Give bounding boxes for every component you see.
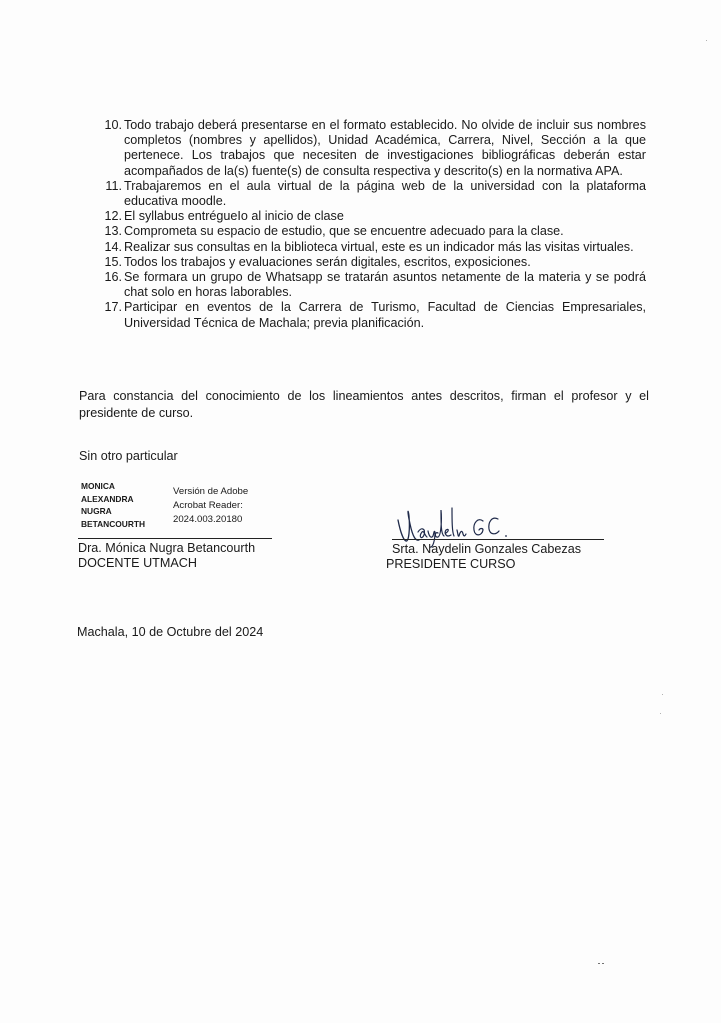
place-date: Machala, 10 de Octubre del 2024 [77, 625, 264, 639]
list-item [96, 255, 646, 270]
list-item [96, 224, 646, 239]
list-item-text: Realizar sus consultas en la biblioteca virtual, este es un indicador más las visitas virtuales. [124, 239, 634, 254]
list-item-text: Participar en eventos de la Carrera de Turismo, Facultad de Ciencias Empresariales, Universidad Técnica de Machala; previa planificación. [124, 300, 646, 330]
list-item-number: 15. [104, 254, 122, 269]
list-item [96, 209, 646, 224]
scan-speck [706, 40, 707, 41]
digital-signature-name: MONICA ALEXANDRA NUGRA BETANCOURTH [81, 481, 146, 529]
list-item [96, 300, 646, 330]
scan-speck [602, 963, 604, 964]
list-item-number: 12. [104, 209, 122, 224]
list-item-number: 17. [104, 300, 122, 315]
list-item-text: Todos los trabajos y evaluaciones serán digitales, escritos, exposiciones. [124, 254, 531, 269]
scan-speck [598, 963, 600, 964]
list-item [96, 270, 646, 300]
list-item-number: 13. [104, 224, 122, 239]
president-role: PRESIDENTE CURSO [386, 557, 516, 571]
teacher-signature-line [78, 538, 272, 539]
list-item-text: El syllabus entrégueIo al inicio de clase [124, 209, 344, 224]
list-item [96, 118, 646, 179]
scan-speck [660, 713, 661, 714]
list-item [96, 179, 646, 209]
teacher-role: DOCENTE UTMACH [78, 556, 197, 570]
list-item-text: Trabajaremos en el aula virtual de la página web de la universidad con la plataforma educativa moodle. [124, 178, 646, 209]
list-item-number: 16. [104, 270, 122, 285]
list-item-number: 14. [104, 239, 122, 254]
rules-list [96, 118, 646, 331]
constancia-paragraph: Para constancia del conocimiento de los lineamientos antes descritos, firman el profesor y el presidente de curso. [79, 389, 649, 420]
list-item-number: 10. [104, 118, 122, 132]
digital-signature-stamp [81, 480, 281, 536]
list-item [96, 240, 646, 255]
list-item-text: Comprometa su espacio de estudio, que se encuentre adecuado para la clase. [124, 224, 564, 239]
list-item-number: 11. [105, 178, 122, 193]
list-item-text: Se formara un grupo de Whatsapp se tratarán asuntos netamente de la materia y se podrá chat solo en horas laborables. [124, 270, 646, 300]
president-name: Srta. Naydelin Gonzales Cabezas [392, 542, 582, 556]
teacher-name: Dra. Mónica Nugra Betancourth [78, 541, 256, 555]
digital-signature-info: Versión de Adobe Acrobat Reader: 2024.003.20180 [173, 486, 249, 525]
closing-text: Sin otro particular [79, 449, 178, 463]
president-signature-line [392, 539, 604, 540]
scan-speck [662, 694, 663, 695]
list-item-text: Todo trabajo deberá presentarse en el formato establecido. No olvide de incluir sus nombres completos (nombres y apellidos), Unidad Académica, Carrera, Nivel, Sección a la que pertenece. Los trabajos que necesiten de investigaciones bibliográficas deberán estar acompañados de la(s) fuente(s) de consulta respectiva y descrito(s) en la normativa APA. [124, 118, 646, 178]
